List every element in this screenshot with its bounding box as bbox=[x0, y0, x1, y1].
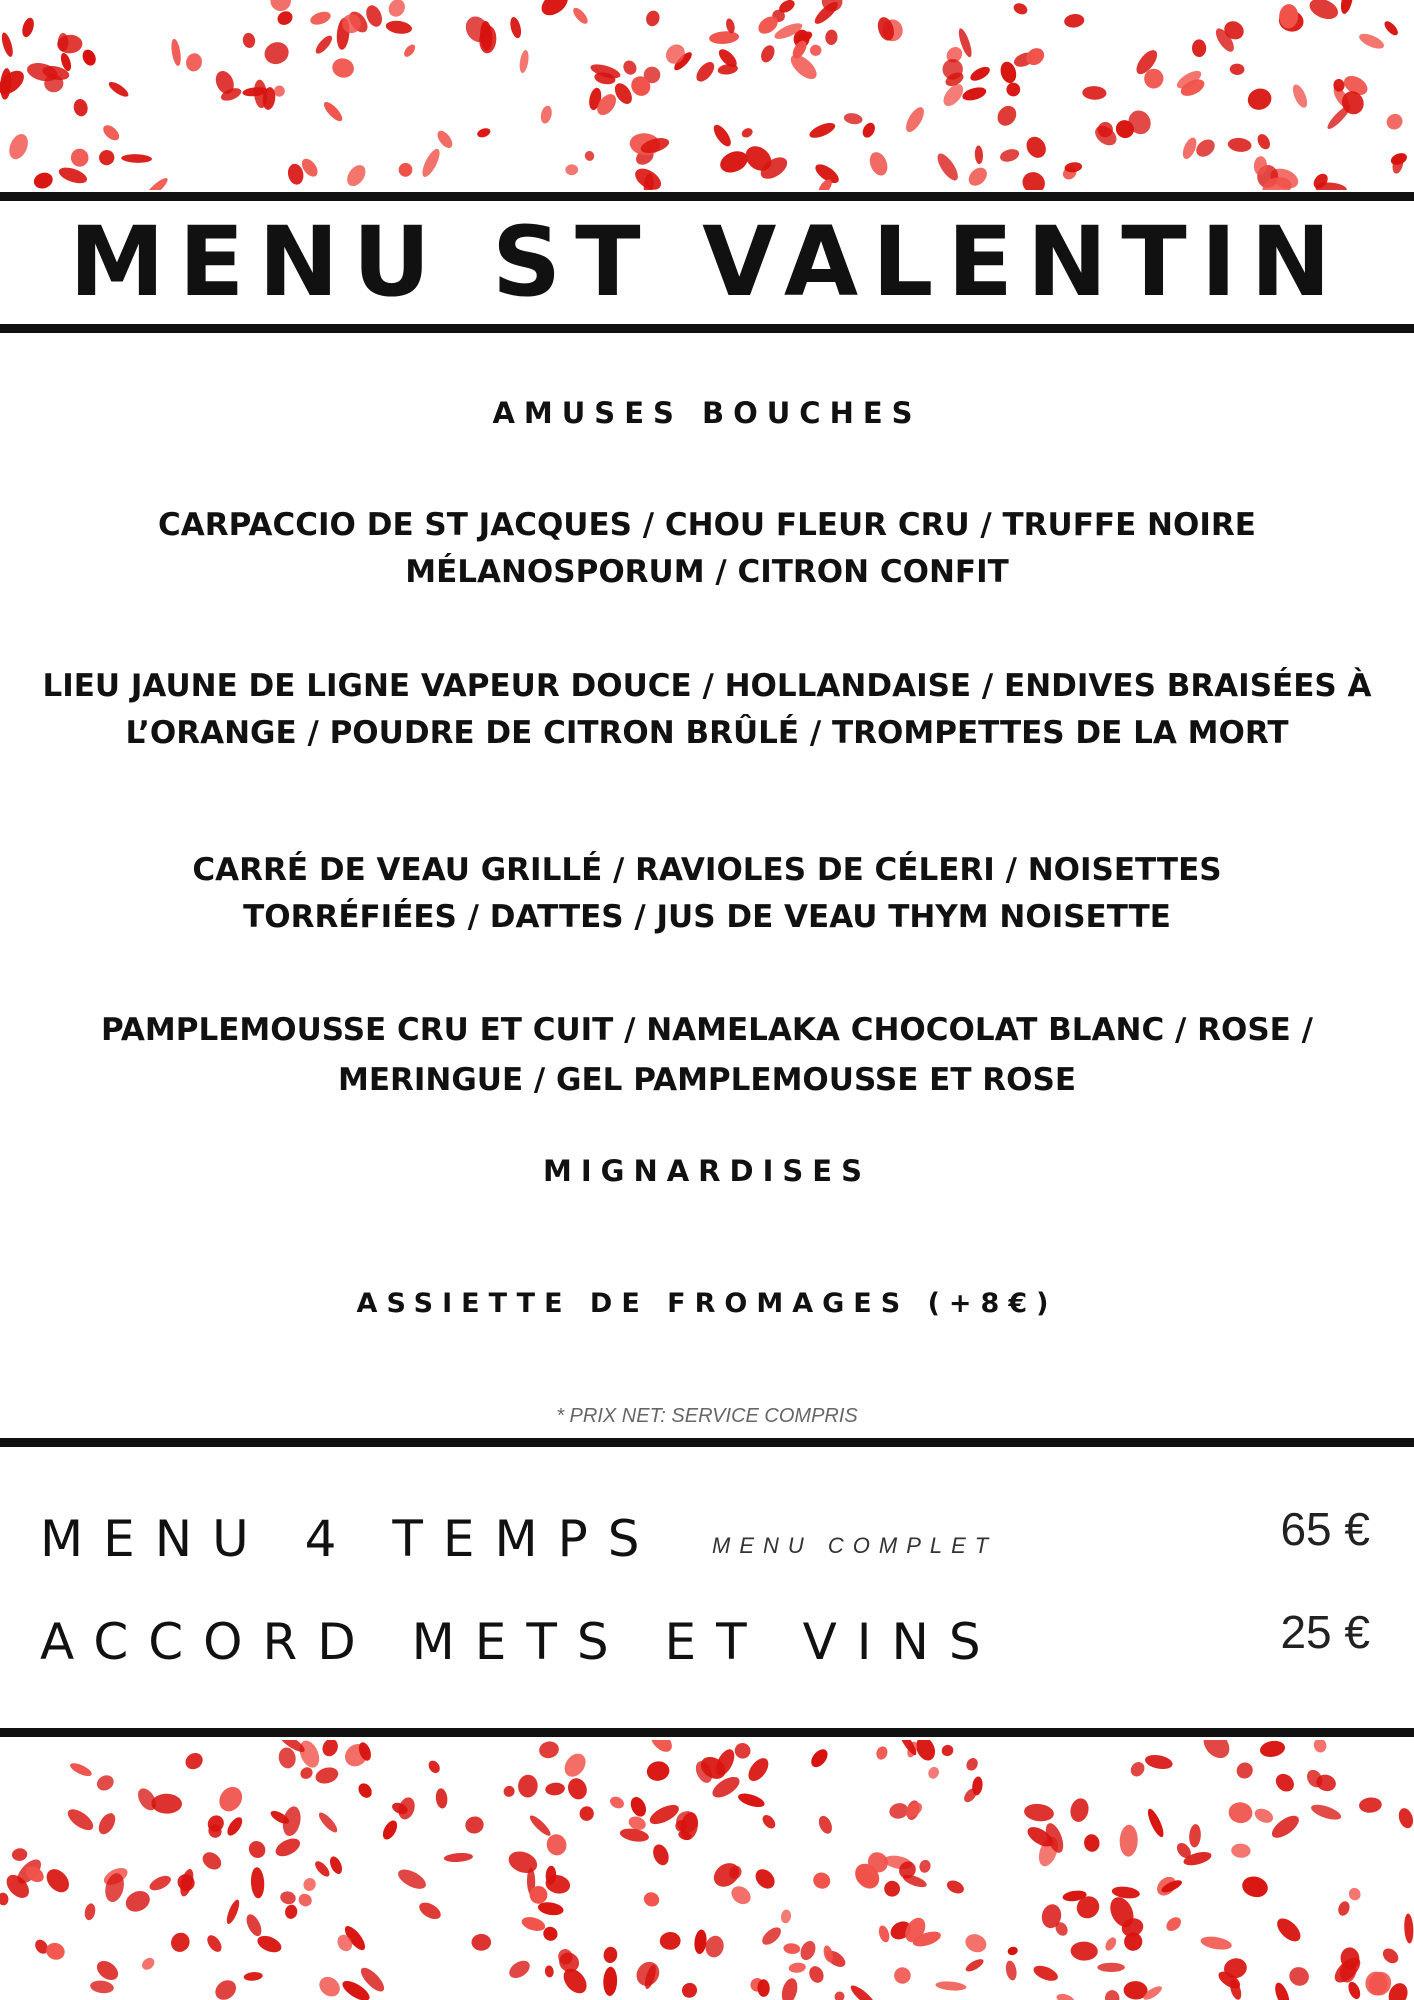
rose-petal bbox=[728, 1883, 754, 1908]
course-2 bbox=[30, 663, 1384, 757]
rose-petal bbox=[539, 105, 553, 125]
rose-petal bbox=[780, 1909, 792, 1924]
rose-petal bbox=[603, 1946, 618, 1964]
rose-petal bbox=[313, 33, 335, 56]
rose-petal bbox=[759, 1924, 784, 1948]
rose-petal bbox=[385, 0, 408, 20]
prices-rule-top bbox=[0, 1438, 1414, 1447]
rose-petal bbox=[261, 39, 291, 68]
rose-petal bbox=[974, 145, 983, 164]
rose-petal bbox=[89, 1979, 114, 1994]
rose-petal bbox=[284, 1904, 298, 1920]
rose-petal bbox=[703, 1934, 726, 1960]
rose-petal bbox=[545, 1782, 566, 1797]
rose-petal bbox=[945, 1878, 966, 1896]
rose-petal bbox=[867, 149, 891, 178]
rose-petal bbox=[1273, 1914, 1305, 1945]
rose-petal bbox=[1231, 1843, 1251, 1859]
rose-petal bbox=[964, 1756, 980, 1773]
rose-petal bbox=[107, 79, 131, 99]
rose-petal bbox=[544, 1832, 569, 1858]
rose-petal bbox=[752, 1865, 779, 1892]
rose-petal bbox=[273, 1835, 303, 1860]
rose-petal bbox=[270, 0, 291, 11]
rose-petal bbox=[402, 43, 417, 59]
course-4-line-2: MERINGUE / GEL PAMPLEMOUSSE ET ROSE bbox=[337, 1062, 1077, 1098]
rose-petal bbox=[1192, 39, 1207, 57]
rose-petal bbox=[0, 31, 15, 58]
rose-petal bbox=[732, 1740, 753, 1761]
rose-petal bbox=[560, 1750, 590, 1781]
rose-petal bbox=[999, 147, 1021, 164]
rose-petal bbox=[83, 1902, 96, 1921]
rose-petal bbox=[385, 19, 413, 35]
rose-petal bbox=[902, 104, 927, 134]
rose-petal bbox=[204, 1812, 227, 1835]
rose-petal bbox=[816, 1814, 834, 1836]
rose-petal bbox=[537, 0, 572, 20]
title-rule-bottom bbox=[0, 324, 1414, 333]
rose-petal bbox=[571, 6, 591, 27]
rose-petal bbox=[1068, 1797, 1091, 1824]
rose-petal bbox=[935, 1980, 967, 1991]
rose-petal bbox=[1358, 1797, 1382, 1814]
course-3-line-2: TORRÉFIÉES / DATTES / JUS DE VEAU THYM NOISETTE bbox=[243, 899, 1171, 935]
rose-petal bbox=[659, 1932, 680, 1951]
rose-petal bbox=[313, 1859, 332, 1879]
rose-petal bbox=[64, 1805, 96, 1834]
course-2-line-2: L’ORANGE / POUDRE DE CITRON BRÛLÉ / TROMPETTES DE LA MORT bbox=[125, 715, 1289, 751]
rose-petal bbox=[860, 121, 877, 140]
amuses-bouches-heading: AMUSES BOUCHES bbox=[492, 396, 922, 430]
rose-petal bbox=[1055, 1992, 1075, 2000]
rose-petal bbox=[961, 85, 988, 103]
rose-petal bbox=[843, 112, 863, 126]
rose-petal bbox=[182, 1750, 206, 1773]
rose-petal bbox=[58, 33, 69, 51]
rose-petal bbox=[330, 56, 356, 80]
rose-petal bbox=[1380, 1946, 1401, 1967]
rose-petal bbox=[121, 154, 152, 164]
rose-petal bbox=[1097, 1963, 1125, 1972]
rose-petal bbox=[642, 1890, 662, 1909]
rose-petal bbox=[426, 1758, 442, 1775]
rose-petal bbox=[167, 1929, 193, 1955]
rose-petals-bottom bbox=[0, 1740, 1414, 2000]
rose-petal bbox=[296, 1891, 314, 1908]
rose-petal bbox=[825, 29, 838, 45]
rose-petal bbox=[744, 1755, 772, 1785]
rose-petal bbox=[1346, 1980, 1363, 2000]
rose-petal bbox=[650, 1842, 671, 1867]
rose-petal bbox=[1312, 1740, 1328, 1754]
rose-petal bbox=[1188, 1824, 1201, 1848]
rose-petal bbox=[380, 1818, 400, 1842]
rose-petal bbox=[877, 1924, 891, 1943]
rose-petal bbox=[709, 30, 740, 45]
rose-petal bbox=[464, 1815, 486, 1836]
rose-petal bbox=[395, 1866, 429, 1893]
rose-petal bbox=[1007, 1945, 1019, 1956]
rose-petal bbox=[807, 120, 837, 141]
rose-petal bbox=[1268, 1812, 1302, 1842]
rose-petal bbox=[122, 1887, 153, 1915]
rose-petal bbox=[537, 1740, 560, 1760]
price-note: * PRIX NET: SERVICE COMPRIS bbox=[556, 1405, 858, 1427]
rose-petal bbox=[1111, 1885, 1140, 1900]
rose-petal bbox=[506, 1848, 541, 1877]
rose-petal bbox=[603, 1967, 618, 1997]
rose-petal bbox=[645, 1760, 671, 1783]
rose-petal bbox=[832, 1989, 846, 2000]
rose-petal bbox=[608, 1794, 626, 1810]
rose-petal bbox=[224, 1898, 241, 1925]
rose-petal bbox=[32, 170, 55, 190]
petal-scatter bbox=[0, 0, 1414, 190]
rose-petal bbox=[1019, 168, 1049, 190]
rose-petal bbox=[918, 1859, 932, 1874]
rose-petal bbox=[1245, 86, 1274, 113]
rose-petal bbox=[527, 1813, 553, 1838]
rose-petal bbox=[140, 1955, 157, 1972]
course-2-line-1: LIEU JAUNE DE LIGNE VAPEUR DOUCE / HOLLANDAISE / ENDIVES BRAISÉES À bbox=[42, 668, 1372, 704]
rose-petal bbox=[211, 1976, 239, 2000]
rose-petal bbox=[508, 16, 523, 39]
rose-petal bbox=[881, 1878, 903, 1900]
rose-petal bbox=[1119, 1824, 1138, 1856]
course-1 bbox=[30, 502, 1384, 596]
rose-petal bbox=[927, 1765, 941, 1780]
rose-petal bbox=[583, 150, 595, 163]
rose-petal bbox=[807, 1964, 827, 1985]
rose-petal bbox=[506, 1957, 533, 1981]
rose-petal bbox=[1286, 1964, 1311, 1989]
rose-petal bbox=[435, 1788, 448, 1809]
rose-petal bbox=[1272, 1770, 1297, 1795]
course-1-line-2: MÉLANOSPORUM / CITRON CONFIT bbox=[405, 554, 1009, 590]
rose-petal bbox=[174, 1871, 198, 1895]
rose-petal bbox=[1012, 1, 1029, 16]
rose-petal bbox=[246, 1838, 269, 1861]
rose-petal bbox=[1082, 86, 1107, 100]
rose-petal bbox=[72, 98, 89, 118]
rose-petal bbox=[628, 1795, 649, 1820]
rose-petal bbox=[1357, 31, 1386, 52]
price-sublabel-menu: MENU COMPLET bbox=[712, 1533, 998, 1558]
rose-petal bbox=[95, 1810, 118, 1837]
rose-petal bbox=[1004, 80, 1023, 99]
rose-petal bbox=[44, 1940, 67, 1962]
rose-petal bbox=[96, 147, 117, 168]
rose-petal bbox=[501, 1784, 517, 1800]
rose-petal bbox=[170, 38, 183, 66]
rose-petal bbox=[644, 9, 661, 28]
rose-petal bbox=[11, 1847, 28, 1861]
rose-petal bbox=[316, 1810, 340, 1835]
rose-petal bbox=[6, 131, 32, 162]
rose-petal bbox=[100, 122, 121, 143]
mignardises-heading: MIGNARDISES bbox=[543, 1154, 871, 1188]
rose-petal bbox=[1255, 132, 1272, 152]
rose-petal bbox=[565, 164, 578, 175]
rose-petal bbox=[760, 1813, 778, 1831]
rose-petal bbox=[69, 147, 91, 169]
rose-petal bbox=[315, 1973, 343, 2000]
rose-petal bbox=[416, 1899, 443, 1922]
prices-rule-bottom bbox=[0, 1728, 1414, 1737]
course-1-line-1: CARPACCIO DE ST JACQUES / CHOU FLEUR CRU / TRUFFE NOIRE bbox=[158, 507, 1256, 543]
rose-petal bbox=[518, 49, 530, 73]
rose-petal bbox=[1145, 1807, 1166, 1839]
rose-petal bbox=[619, 1827, 650, 1844]
rose-petal bbox=[621, 58, 639, 77]
rose-petal bbox=[255, 1933, 284, 1956]
rose-petal bbox=[419, 147, 443, 180]
rose-petal bbox=[224, 1815, 245, 1838]
rose-petal bbox=[811, 1870, 833, 1892]
rose-petal bbox=[740, 126, 754, 139]
rose-petal bbox=[147, 1873, 173, 1893]
rose-petal bbox=[444, 1852, 474, 1863]
rose-petal bbox=[435, 128, 456, 150]
rose-petal bbox=[1144, 1753, 1174, 1771]
rose-petal bbox=[279, 1890, 297, 1906]
rose-petal bbox=[1396, 1806, 1414, 1830]
rose-petal bbox=[250, 1867, 265, 1899]
rose-petal bbox=[204, 1933, 224, 1955]
rose-petal bbox=[1325, 103, 1353, 131]
price-row-menu bbox=[40, 1504, 1374, 1574]
rose-petal bbox=[57, 164, 89, 186]
rose-petal bbox=[1004, 1960, 1018, 1982]
rose-petal bbox=[476, 127, 492, 139]
rose-petal bbox=[42, 1865, 73, 1897]
rose-petal bbox=[93, 1957, 121, 1984]
rose-petal bbox=[965, 164, 990, 189]
rose-petal bbox=[1307, 0, 1341, 23]
rose-petal bbox=[693, 1929, 708, 1955]
page-title: MENU ST VALENTIN bbox=[69, 206, 1345, 318]
rose-petal bbox=[320, 1740, 341, 1759]
rose-petal bbox=[1227, 1801, 1253, 1825]
rose-petal bbox=[1309, 1802, 1343, 1823]
rose-petal bbox=[779, 1976, 800, 2000]
rose-petal bbox=[1347, 1886, 1363, 1902]
rose-petal bbox=[798, 1939, 819, 1963]
rose-petal bbox=[142, 175, 170, 190]
rose-petal bbox=[1023, 1802, 1055, 1823]
rose-petal bbox=[396, 161, 414, 179]
rose-petal bbox=[544, 1965, 554, 1978]
course-3 bbox=[30, 847, 1384, 941]
rose-petal bbox=[788, 1962, 806, 1974]
rose-petal bbox=[471, 1934, 491, 1951]
rose-petal bbox=[1339, 0, 1355, 15]
rose-petal bbox=[1240, 1874, 1270, 1900]
rose-petal bbox=[693, 59, 718, 85]
course-3-line-1: CARRÉ DE VEAU GRILLÉ / RAVIOLES DE CÉLERI / NOISETTES bbox=[192, 852, 1222, 888]
rose-petal bbox=[309, 9, 333, 27]
rose-petal bbox=[0, 1892, 9, 1906]
rose-petal bbox=[875, 1745, 890, 1761]
rose-petal bbox=[964, 1957, 985, 1974]
rose-petal bbox=[520, 1915, 547, 1934]
rose-petal bbox=[711, 122, 734, 149]
rose-petal bbox=[717, 147, 751, 176]
rose-petal bbox=[940, 1743, 955, 1758]
rose-petal bbox=[968, 64, 992, 84]
rose-petals-top bbox=[0, 0, 1414, 190]
rose-petal bbox=[184, 52, 203, 73]
petal-scatter bbox=[0, 1740, 1414, 2000]
rose-petal bbox=[517, 1774, 538, 1798]
rose-petal bbox=[243, 1971, 263, 1981]
rose-petal bbox=[1103, 1936, 1118, 1953]
rose-petal bbox=[199, 1849, 224, 1873]
rose-petal bbox=[783, 1943, 801, 1955]
rose-petal bbox=[1336, 1900, 1351, 1918]
rose-petal bbox=[1259, 1740, 1287, 1759]
rose-petal bbox=[736, 1791, 766, 1810]
rose-petal bbox=[1063, 13, 1085, 29]
rose-petal bbox=[1180, 136, 1199, 161]
rose-petal bbox=[1128, 1759, 1147, 1779]
rose-petal bbox=[758, 43, 777, 64]
rose-petal bbox=[809, 44, 822, 57]
rose-petal bbox=[301, 1876, 318, 1893]
rose-petal bbox=[328, 1855, 345, 1876]
rose-petal bbox=[1083, 1833, 1101, 1853]
price-row-wine bbox=[40, 1607, 1374, 1677]
rose-petal bbox=[80, 47, 98, 67]
rose-petal bbox=[1233, 1759, 1256, 1782]
price-value-menu: 65 € bbox=[1280, 1503, 1370, 1555]
rose-petal bbox=[356, 1781, 375, 1801]
rose-petal bbox=[94, 1772, 116, 1793]
rose-petal bbox=[893, 1966, 913, 1985]
rose-petal bbox=[963, 1931, 990, 1955]
rose-petal bbox=[343, 162, 369, 190]
rose-petal bbox=[275, 9, 295, 28]
rose-petal bbox=[934, 151, 962, 184]
cheese-plate-heading: ASSIETTE DE FROMAGES (+8€) bbox=[356, 1288, 1058, 1319]
rose-petal bbox=[215, 1782, 247, 1815]
rose-petal bbox=[244, 1912, 265, 1938]
rose-petal bbox=[242, 32, 257, 49]
rose-petal bbox=[578, 1805, 595, 1822]
rose-petal bbox=[1105, 1990, 1120, 2000]
rose-petal bbox=[1023, 133, 1050, 161]
rose-petal bbox=[848, 1983, 878, 2000]
price-label-wine: ACCORD METS ET VINS bbox=[40, 1613, 1001, 1671]
price-label-menu: MENU 4 TEMPS bbox=[40, 1510, 660, 1568]
rose-petal bbox=[1200, 1934, 1233, 1951]
rose-petal bbox=[647, 1740, 676, 1756]
rose-petal bbox=[1070, 1941, 1098, 1961]
rose-petal bbox=[1193, 136, 1218, 160]
rose-petal bbox=[1164, 1914, 1184, 1933]
rose-petal bbox=[565, 1775, 590, 1802]
rose-petal bbox=[808, 1746, 831, 1770]
rose-petal bbox=[1031, 1963, 1060, 1984]
course-4-line-1: PAMPLEMOUSSE CRU ET CUIT / NAMELAKA CHOCOLAT BLANC / ROSE / bbox=[101, 1012, 1313, 1048]
rose-petal bbox=[1272, 1981, 1292, 2000]
rose-petal bbox=[1252, 1806, 1275, 1826]
rose-petal bbox=[1384, 111, 1406, 133]
rose-petal bbox=[632, 1957, 664, 1990]
rose-petal bbox=[20, 16, 36, 38]
rose-petal bbox=[1382, 19, 1400, 37]
rose-petal bbox=[1227, 137, 1252, 153]
rose-petal bbox=[68, 1761, 93, 1779]
rose-petal bbox=[314, 1765, 341, 1786]
rose-petal bbox=[994, 102, 1020, 129]
rose-petal bbox=[679, 1980, 700, 2000]
rose-petal bbox=[321, 99, 345, 124]
rose-petal bbox=[1290, 82, 1310, 109]
price-value-wine: 25 € bbox=[1280, 1606, 1370, 1658]
course-4 bbox=[30, 1005, 1384, 1105]
rose-petal bbox=[1230, 63, 1245, 75]
rose-petal bbox=[1198, 1740, 1234, 1763]
rose-petal bbox=[1404, 1913, 1414, 1943]
